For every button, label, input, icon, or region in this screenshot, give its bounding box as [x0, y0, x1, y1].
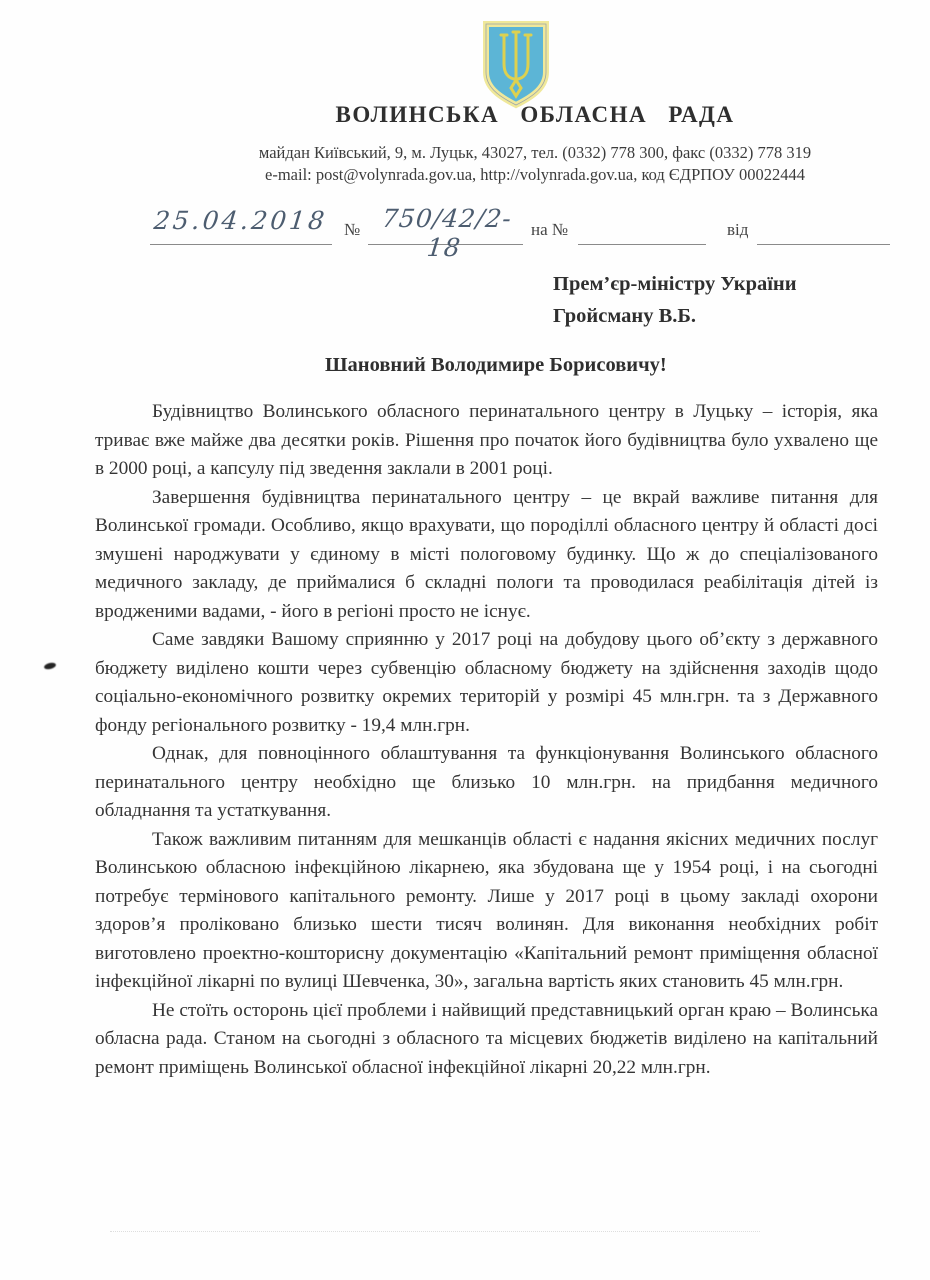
- from-date-blank-line: [757, 244, 890, 245]
- addressee-title: Прем’єр-міністру України: [553, 273, 797, 295]
- outgoing-number-field: [368, 204, 523, 262]
- from-date-label: від: [727, 220, 749, 239]
- letter-body: [95, 398, 878, 1082]
- salutation: Шановний Володимире Борисовичу!: [325, 354, 667, 376]
- address-line-1: майдан Київський, 9, м. Луцьк, 43027, тел. (0332) 778 300, факс (0332) 778 319: [258, 143, 812, 162]
- body-paragraph: Саме завдяки Вашому сприянню у 2017 році на добудову цього об’єкту з державного бюджету виділено кошти через субвенцію обласному бюджету на здійснення заходів щодо соціально-економічного розвитку окремих територій у розмірі 45 млн.грн. та з Державного фонду регіонального розвитку - 19,4 млн.грн.: [95, 629, 878, 736]
- ink-smudge-artifact: [43, 662, 56, 671]
- handwritten-number: 750/42/2-18: [380, 204, 514, 262]
- organization-name: ВОЛИНСЬКА ОБЛАСНА РАДА: [335, 102, 735, 127]
- addressee-name: Гройсману В.Б.: [553, 305, 697, 327]
- body-paragraph: Не стоїть осторонь цієї проблеми і найвищий представницький орган краю – Волинська обласна рада. Станом на сьогодні з обласного та місцевих бюджетів виділено на капітальний ремонт приміщень Волинської обласної інфекційної лікарні 20,22 млн.грн.: [95, 999, 878, 1078]
- reply-to-number-label: на №: [531, 220, 569, 239]
- date-field: [150, 206, 332, 245]
- body-paragraph: Також важливим питанням для мешканців області є надання якісних медичних послуг Волинською обласною інфекційною лікарнею, яка збудована ще у 1954 році, і на сьогодні потребує термінового капітального ремонту. Лише у 2017 році в цьому закладі охорони здоров’я проліковано близько шести тисяч волинян. Для виконання необхідних робіт виготовлено проектно-кошторисну документацію «Капітальний ремонт приміщення обласної інфекційної лікарні по вулиці Шевченка, 30», загальна вартість яких становить 45 млн.грн.: [95, 828, 878, 992]
- addressee-block: [553, 268, 797, 332]
- handwritten-date: 25.04.2018: [152, 206, 330, 235]
- scan-noise-line: [110, 1231, 760, 1232]
- reference-row: [0, 0, 930, 260]
- reply-to-number-blank-line: [578, 244, 706, 245]
- body-paragraph: Будівництво Волинського обласного перинатального центру в Луцьку – історія, яка триває вже майже два десятки років. Рішення про початок його будівництва було ухвалено ще в 2000 році, а капсулу під зведення заклали в 2001 році.: [95, 401, 878, 479]
- body-paragraph: Однак, для повноцінного облаштування та функціонування Волинського обласного перинатального центру необхідно ще близько 10 млн.грн. на придбання медичного обладнання та устаткування.: [95, 743, 878, 821]
- number-sign-label: №: [344, 220, 361, 239]
- address-line-2: e-mail: post@volynrada.gov.ua, http://volynrada.gov.ua, код ЄДРПОУ 00022444: [265, 165, 805, 184]
- body-paragraph: Завершення будівництва перинатального центру – це вкрай важливе питання для Волинської громади. Особливо, якщо врахувати, що породіллі обласного центру й області досі змушені народжувати у єдиному в місті пологовому будинку. Що ж до спеціалізованого медичного закладу, де приймалися б складні пологи та проводилася реабілітація дітей із вродженими вадами, - його в регіоні просто не існує.: [95, 486, 878, 622]
